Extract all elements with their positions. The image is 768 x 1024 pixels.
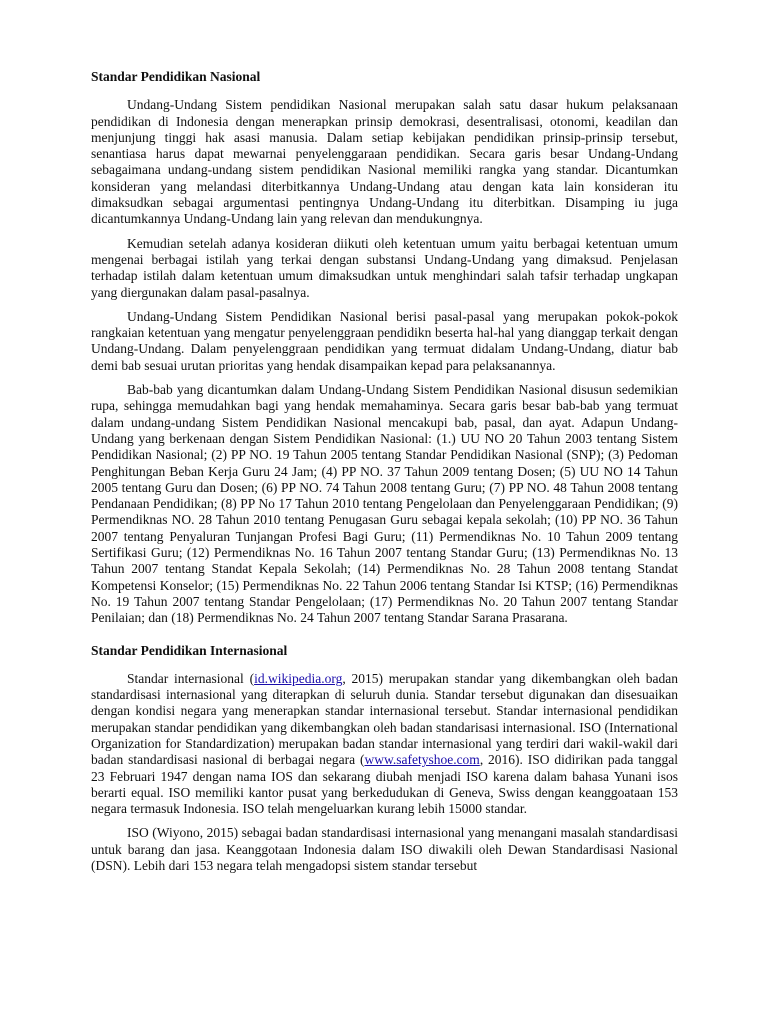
paragraph-uu-sisdiknas: Undang-Undang Sistem pendidikan Nasional merupakan salah satu dasar hukum pelaksanaan pendidikan di Indonesia dengan menerapkan prinsip demokrasi, desentralisasi, otonomi, keadilan dan menjunjung tinggi hak asasi manusia. Dalam setiap kebijakan pendidikan prinsip-prinsip tersebut, senantiasa harus dapat mewarnai penyelenggaraan pendidikan. Secara garis besar Undang-Undang sebagaimana undang-undang sistem pendidikan Nasional memiliki rangka yang standar. Dicantumkan konsideran yang melandasi diterbitkannya Undang-Undang atau dengan kata lain konsideran itu dimaksudkan sebagai argumentasi pentingnya Undang-Undang itu diterbitkan. Disamping iu juga dicantumkannya Undang-Undang lain yang relevan dan mendukungnya. — [91, 97, 678, 227]
section-heading-internasional: Standar Pendidikan Internasional — [91, 642, 288, 658]
paragraph-pasal: Undang-Undang Sistem Pendidikan Nasional berisi pasal-pasal yang merupakan pokok-pokok rangkaian ketentuan yang mengatur penyelenggraan pendidikn beserta hal-hal yang dianggap terkait dengan Undang-Undang. Dalam penyelenggraan pendidikan yang termuat didalam Undang-Undang, diatur bab demi bab sesuai urutan prioritas yang hendak disampaikan kepad para pelaksanannya. — [91, 308, 678, 373]
paragraph-standar-internasional — [91, 671, 678, 818]
safetyshoe-link[interactable]: www.safetyshoe.com — [364, 752, 480, 768]
text-span: , 2016). ISO didirikan pada tanggal 23 Februari 1947 dengan nama IOS dan sekarang diubah menjadi ISO karena dalam bahasa Yunani isos berarti equal. ISO memiliki kantor pusat yang berkedudukan di Geneva, Swiss dengan keanggoataan 153 negara termasuk Indonesia. ISO telah mengeluarkan kurang lebih 15000 standar. — [91, 752, 678, 817]
wikipedia-link[interactable]: id.wikipedia.org — [254, 670, 343, 686]
paragraph-iso-wiyono: ISO (Wiyono, 2015) sebagai badan standardisasi internasional yang menangani masalah standardisasi untuk barang dan jasa. Keanggotaan Indonesia dalam ISO diwakili oleh Dewan Standardisasi Nasional (DSN). Lebih dari 153 negara telah mengadopsi sistem standar tersebut — [91, 825, 678, 874]
text-span: Standar internasional ( — [127, 670, 255, 686]
section-heading-nasional: Standar Pendidikan Nasional — [91, 69, 261, 84]
text-span: , 2015) merupakan standar yang dikembangkan oleh badan standardisasi internasional yang diterapkan di seluruh dunia. Standar tersebut digunakan dan disesuaikan dengan kondisi negara yang menerapkan standar internasional tersebut. Standar internasional pendidikan merupakan standar pendidikan yang dikembangkan oleh badan standarisasi internasional. ISO (International Organization for Standardization) merupakan badan standar internasional yang terdiri dari wakil-wakil dari badan standardisasi nasional di berbagai negara ( — [91, 670, 678, 768]
paragraph-bab-list: Bab-bab yang dicantumkan dalam Undang-Undang Sistem Pendidikan Nasional disusun sedemikian rupa, sehingga memudahkan bagi yang hendak memahaminya. Secara garis besar bab-bab yang termuat dalam undang-undang Sistem Pendidikan Nasional mencakupi bab, pasal, dan ayat. Adapun Undang- Undang yang berkenaan dengan Sistem Pendidikan Nasional: (1.) UU NO 20 Tahun 2003 tentang Sistem Pendidikan Nasional; (2) PP NO. 19 Tahun 2005 tentang Standar Pendidikan Nasional (SNP); (3) Pedoman Penghitungan Beban Kerja Guru 24 Jam; (4) PP NO. 37 Tahun 2009 tentang Dosen; (5) UU NO 14 Tahun 2005 tentang Guru dan Dosen; (6) PP NO. 74 Tahun 2008 tentang Guru; (7) PP NO. 48 Tahun 2008 tentang Pendanaan Pendidikan; (8) PP No 17 Tahun 2010 tentang Pengelolaan dan Penyelenggaraan Pendidikan; (9) Permendiknas NO. 28 Tahun 2010 tentang Penugasan Guru sebagai kepala sekolah; (10) PP NO. 36 Tahun 2007 tentang Penyaluran Tunjangan Profesi Bagi Guru; (11) Permendiknas No. 10 Tahun 2009 tentang Sertifikasi Guru; (12) Permendiknas No. 16 Tahun 2007 tentang Standar Guru; (13) Permendiknas No. 13 Tahun 2007 tentang Standat Kepala Sekolah; (14) Permendiknas No. 28 Tahun 2008 tentang Standat Kompetensi Konselor; (15) Permendiknas No. 22 Tahun 2006 tentang Standar Isi KTSP; (16) Permendiknas No. 19 Tahun 2007 tentang Standar Pengelolaan; (17) Permendiknas No. 20 Tahun 2007 tentang Standar Penilaian; dan (18) Permendiknas No. 24 Tahun 2007 tentang Standar Sarana Prasarana. — [91, 382, 678, 626]
document-page — [91, 69, 678, 882]
paragraph-konsideran: Kemudian setelah adanya kosideran diikuti oleh ketentuan umum yaitu berbagai ketentuan umum mengenai berbagai istilah yang terkai dengan substansi Undang-Undang yang dimaksud. Penjelasan terhadap istilah dalam ketentuan umum dimaksudkan untuk menghindari salah tafsir terhadap ungkapan yang diergunakan dalam pasal-pasalnya. — [91, 235, 678, 300]
